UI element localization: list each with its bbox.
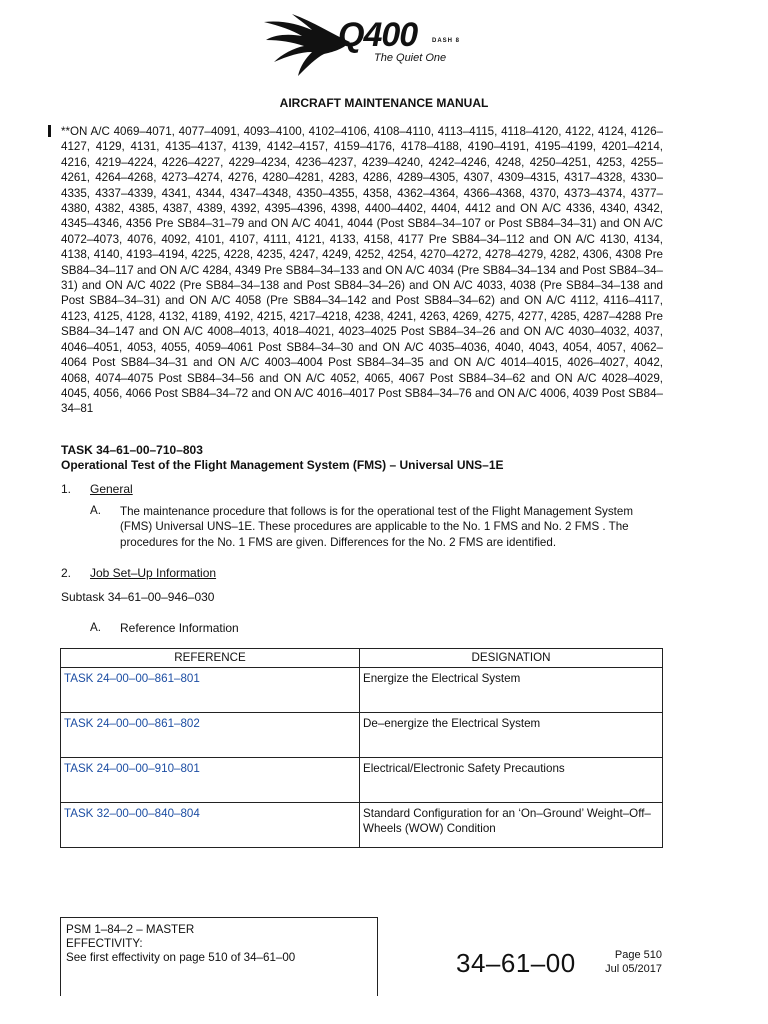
reference-link[interactable]: TASK 32–00–00–840–804 <box>61 803 360 848</box>
reference-link[interactable]: TASK 24–00–00–861–802 <box>61 713 360 758</box>
footer-effectivity-box <box>60 917 378 996</box>
column-header-reference: REFERENCE <box>61 649 360 668</box>
chapter-number: 34–61–00 <box>456 948 576 978</box>
reference-table <box>60 648 663 848</box>
effectivity-statement: **ON A/C 4069–4071, 4077–4091, 4093–4100, 4102–4106, 4108–4110, 4113–4115, 4118–4120, 4122, 4124, 4126–4127, 4129, 4131, 4135–4137, 4139, 4142–4157, 4159–4176, 4178–4188, 4190–4191, 4195–4199, 4201–4214, 4216, 4219–4224, 4226–4227, 4229–4234, 4236–4237, 4239–4240, 4242–4246, 4248, 4250–4251, 4253, 4255–4261, 4264–4268, 4273–4274, 4276, 4280–4281, 4283, 4286, 4289–4305, 4307, 4309–4315, 4317–4328, 4330–4335, 4337–4339, 4341, 4344, 4347–4348, 4350–4355, 4358, 4362–4364, 4366–4368, 4370, 4373–4374, 4377–4380, 4382, 4385, 4387, 4389, 4392, 4395–4396, 4398, 4400–4402, 4404, 4412 and ON A/C 4336, 4340, 4342, 4345–4346, 4356 Pre SB84–31–79 and ON A/C 4041, 4044 (Post SB84–34–107 or Post SB84–34–31) and ON A/C 4072–4073, 4076, 4092, 4101, 4107, 4111, 4121, 4133, 4158, 4177 Pre SB84–34–112 and ON A/C 4130, 4134, 4138, 4140, 4193–4194, 4225, 4228, 4235, 4247, 4249, 4252, 4254, 4270–4272, 4278–4279, 4282, 4306, 4308 Pre SB84–34–117 and ON A/C 4284, 4349 Pre SB84–34–133 and ON A/C 4034 (Pre SB84–34–134 and Post SB84–34–31) and ON A/C 4022 (Pre SB84–34–138 and Post SB84–34–26) and ON A/C 4033, 4038 (Pre SB84–34–138 and Post SB84–34–31) and ON A/C 4058 (Pre SB84–34–142 and Post SB84–34–62) and ON A/C 4112, 4116–4117, 4123, 4125, 4128, 4132, 4189, 4192, 4215, 4217–4218, 4238, 4241, 4263, 4269, 4275, 4277, 4285, 4287–4288 Pre SB84–34–147 and ON A/C 4008–4013, 4018–4021, 4023–4025 Post SB84–34–26 and ON A/C 4030–4032, 4037, 4046–4051, 4053, 4055, 4059–4061 Post SB84–34–30 and ON A/C 4035–4036, 4040, 4043, 4054, 4057, 4062–4064 Post SB84–34–31 and ON A/C 4003–4004 Post SB84–34–35 and ON A/C 4014–4015, 4026–4027, 4042, 4068, 4074–4075 Post SB84–34–56 and ON A/C 4052, 4065, 4067 Post SB84–34–62 and ON A/C 4028–4029, 4045, 4056, 4066 Post SB84–34–72 and ON A/C 4016–4017 Post SB84–34–76 and ON A/C 4006, 4039 Post SB84–34–81 <box>61 125 663 416</box>
table-row <box>61 713 663 758</box>
reference-table-header <box>61 649 663 668</box>
manual-title: AIRCRAFT MAINTENANCE MANUAL <box>279 96 489 110</box>
section-2-heading: Job Set–Up Information <box>90 566 217 580</box>
footer-effectivity-label: EFFECTIVITY: <box>66 937 143 950</box>
revision-bar <box>48 125 51 137</box>
designation-cell: Electrical/Electronic Safety Precautions <box>360 758 663 803</box>
table-row <box>61 803 663 848</box>
section-1-number: 1. <box>61 482 72 496</box>
section-1-item-text: The maintenance procedure that follows is for the operational test of the Flight Management System (FMS) Universal UNS–1E. These procedures are applicable to the No. 1 FMS and No. 2 FMS . The procedures for the No. 1 FMS are given. Differences for the No. 2 FMS are identified. <box>120 505 633 549</box>
q400-logo <box>262 12 482 80</box>
designation-cell: Standard Configuration for an ‘On–Ground’ Weight–Off–Wheels (WOW) Condition <box>360 803 663 848</box>
designation-cell: De–energize the Electrical System <box>360 713 663 758</box>
section-2-item-text: Reference Information <box>120 621 239 635</box>
page-number: Page 510 <box>614 949 662 961</box>
reference-link[interactable]: TASK 24–00–00–861–801 <box>61 668 360 713</box>
designation-cell: Energize the Electrical System <box>360 668 663 713</box>
section-2-number: 2. <box>61 566 72 580</box>
section-2-item-letter: A. <box>90 621 101 634</box>
table-row <box>61 758 663 803</box>
footer-psm-line: PSM 1–84–2 – MASTER <box>66 923 195 936</box>
revision-date: Jul 05/2017 <box>605 963 662 975</box>
footer-effectivity-note: See first effectivity on page 510 of 34–61–00 <box>66 951 296 964</box>
task-id: TASK 34–61–00–710–803 <box>61 443 203 457</box>
table-row <box>61 668 663 713</box>
logo-brand: Q400 <box>338 16 418 54</box>
task-title: Operational Test of the Flight Management System (FMS) – Universal UNS–1E <box>61 458 504 472</box>
reference-link[interactable]: TASK 24–00–00–910–801 <box>61 758 360 803</box>
column-header-designation: DESIGNATION <box>360 649 663 668</box>
section-1-item-letter: A. <box>90 504 101 517</box>
section-1-heading: General <box>90 482 133 496</box>
page-info <box>596 948 662 976</box>
logo-sub: DASH 8 <box>432 38 461 44</box>
subtask-id: Subtask 34–61–00–946–030 <box>61 590 215 604</box>
logo-tagline: The Quiet One <box>374 52 447 64</box>
